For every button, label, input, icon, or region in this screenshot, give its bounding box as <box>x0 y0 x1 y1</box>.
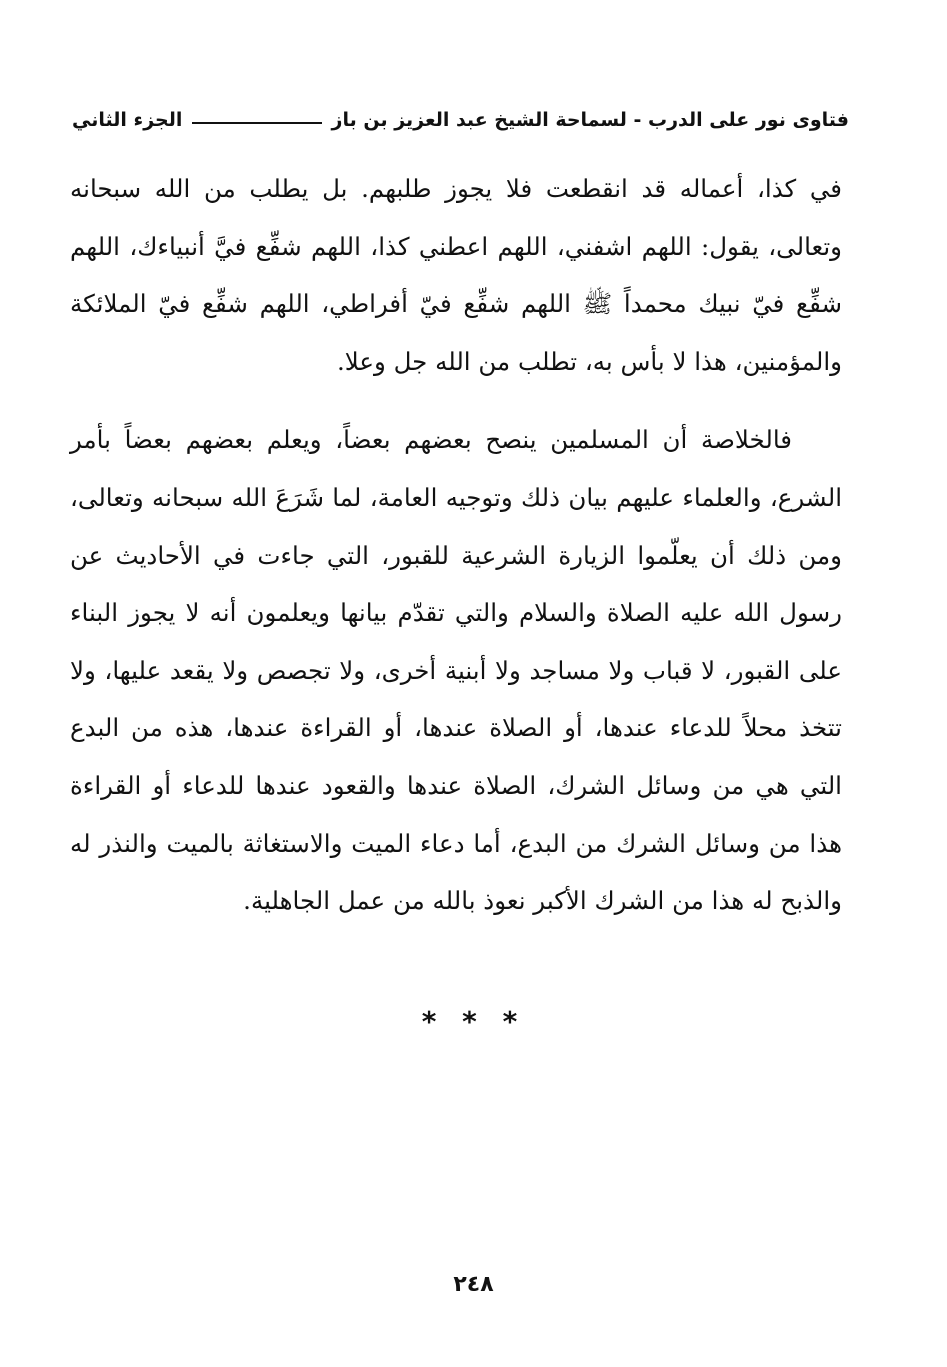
header-rule <box>192 122 321 124</box>
section-separator: * * * <box>421 1005 526 1038</box>
running-header <box>72 104 849 136</box>
paragraph-2: فالخلاصة أن المسلمين ينصح بعضهم بعضاً، ويعلم بعضهم بعضاً بأمر الشرع، والعلماء عليهم بيان ذلك وتوجيه العامة، لما شَرَعَ الله سبحانه وتعالى، ومن ذلك أن يعلّموا الزيارة الشرعية للقبور، التي جاءت في الأحاديث عن رسول الله عليه الصلاة والسلام والتي تقدّم بيانها ويعلمون أنه لا يجوز البناء على القبور، لا قباب ولا مساجد ولا أبنية أخرى، ولا تجصص ولا يقعد عليها، ولا تتخذ محلاً للدعاء عندها، أو الصلاة عندها، أو القراءة عندها، هذه من البدع التي هي من وسائل الشرك، الصلاة عندها والقعود عندها للدعاء أو القراءة هذا من وسائل الشرك من البدع، أما دعاء الميت والاستغاثة بالميت والنذر له والذبح له هذا من الشرك الأكبر نعوذ بالله من عمل الجاهلية. <box>70 425 842 916</box>
page-number: ٢٤٨ <box>453 1272 494 1297</box>
book-title: فتاوى نور على الدرب - لسماحة الشيخ عبد العزيز بن باز <box>331 109 849 131</box>
body-text <box>70 160 842 930</box>
paragraph-1: في كذا، أعماله قد انقطعت فلا يجوز طلبهم. بل يطلب من الله سبحانه وتعالى، يقول: اللهم اشفني، اللهم اعطني كذا، اللهم شفِّع فيَّ أنبياءك، اللهم شفِّع فيّ نبيك محمداً ﷺ اللهم شفِّع فيّ أفراطي، اللهم شفِّع فيّ الملائكة والمؤمنين، هذا لا بأس به، تطلب من الله جل وعلا. <box>70 174 842 376</box>
volume-label: الجزء الثاني <box>72 109 183 131</box>
